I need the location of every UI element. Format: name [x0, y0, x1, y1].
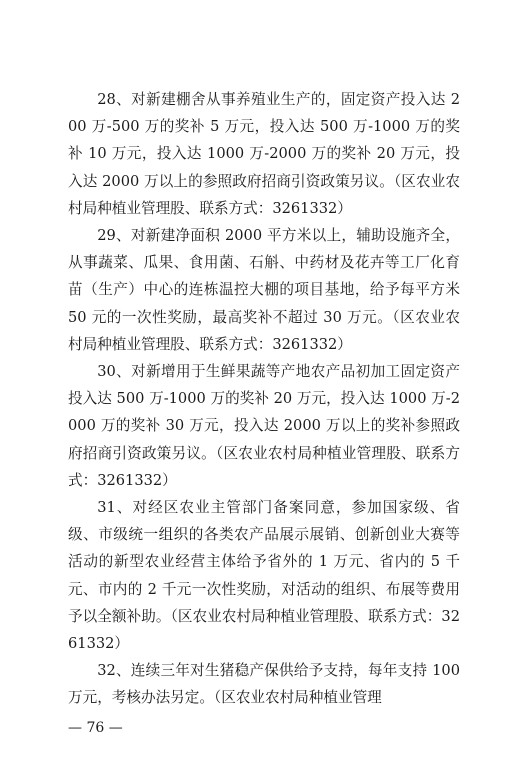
page-number: — 76 — [68, 720, 123, 736]
paragraph-32: 32、连续三年对生猪稳产保供给予支持，每年支持 100 万元，考核办法另定。（区农业农村局种植业管理 [68, 662, 460, 707]
paragraph-31: 31、对经区农业主管部门备案同意，参加国家级、省级、市级统一组织的各类农产品展示展销、创新创业大赛等活动的新型农业经营主体给予省外的 1 万元、省内的 5 千元、市内的 2 千元一次性奖励，对活动的组织、布展等费用予以全额补助。（区农业农村局种植业管理股、联系方式：3261332） [68, 499, 460, 653]
paragraph-30: 30、对新增用于生鲜果蔬等产地农产品初加工固定资产投入达 500 万-1000 万的奖补 20 万元，投入达 1000 万-2000 万的奖补 30 万元，投入达 2000 万以上的奖补参照政府招商引资政策另议。（区农业农村局种植业管理股、联系方式：3261332） [68, 363, 460, 489]
paragraph-28: 28、对新建棚舍从事养殖业生产的，固定资产投入达 200 万-500 万的奖补 5 万元，投入达 500 万-1000 万的奖补 10 万元，投入达 1000 万-2000 万的奖补 20 万元，投入达 2000 万以上的参照政府招商引资政策另议。（区农业农村局种植业管理股、联系方式：3261332） [68, 91, 460, 217]
document-body [68, 86, 460, 712]
paragraph-29: 29、对新建净面积 2000 平方米以上，辅助设施齐全，从事蔬菜、瓜果、食用菌、石斛、中药材及花卉等工厂化育苗（生产）中心的连栋温控大棚的项目基地，给予每平方米 50 元的一次性奖励，最高奖补不超过 30 万元。（区农业农村局种植业管理股、联系方式：3261332） [68, 227, 460, 353]
